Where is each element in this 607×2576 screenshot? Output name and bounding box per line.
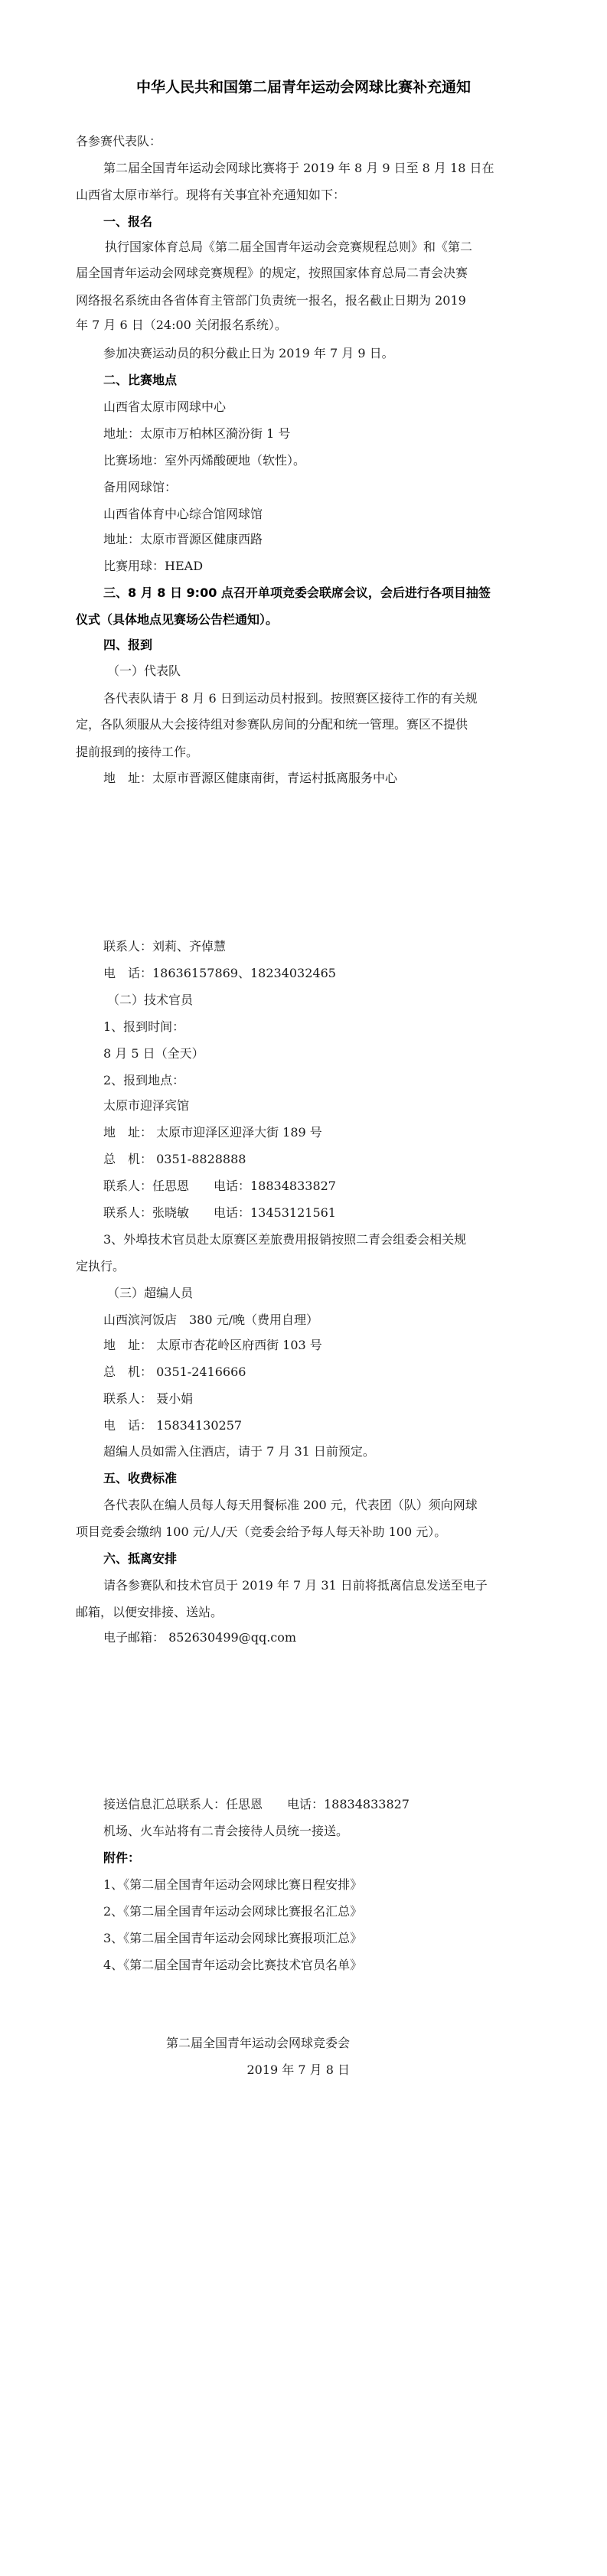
venue-line: 地址：太原市晋源区健康西路 [103,532,263,546]
summary-contact: 接送信息汇总联系人：任思恩 电话：18834833827 [103,1797,410,1811]
venue-line: 备用网球馆： [103,480,178,494]
venue-line: 山西省太原市网球中心 [103,399,227,414]
pickup-note: 机场、火车站将有二青会接待人员统一接送。 [103,1824,349,1838]
extra-switchboard: 总 机： 0351-2416666 [103,1365,246,1379]
attachment-item: 4、《第二届全国青年运动会比赛技术官员名单》 [103,1958,363,1972]
points-deadline: 参加决赛运动员的积分截止日为 2019 年 7 月 9 日。 [103,346,394,360]
arrival-email: 电子邮箱： 852630499@qq.com [103,1630,297,1645]
teams-para-1: 各代表队请于 8 月 6 日到运动员村报到。按照赛区接待工作的有关规 [103,691,478,706]
registration-para-1: 执行国家体育总局《第二届全国青年运动会竞赛规程总则》和《第二 [105,240,473,254]
arrival-para-2: 邮箱，以便安排接、送站。 [76,1605,224,1619]
extra-address: 地 址： 太原市杏花岭区府西街 103 号 [103,1338,322,1352]
intro-line-2: 山西省太原市举行。现将有关事宜补充通知如下： [76,187,346,202]
fees-para-2: 项目竞委会缴纳 100 元/人/天（竞委会给予每人每天补助 100 元）。 [76,1524,447,1539]
signature-org: 第二届全国青年运动会网球竞委会 [165,2036,350,2050]
venue-line: 比赛场地：室外丙烯酸硬地（软性）。 [103,453,306,468]
subheading-officials: （二）技术官员 [107,993,194,1007]
section-heading-registration: 一、报名 [103,214,153,229]
document-title: 中华人民共和国第二届青年运动会网球比赛补充通知 [135,79,471,96]
officials-address: 地 址： 太原市迎泽区迎泽大街 189 号 [103,1125,322,1140]
teams-para-2: 定，各队须服从大会接待组对参赛队房间的分配和统一管理。赛区不提供 [76,717,468,732]
teams-contacts: 联系人：刘莉、齐倬慧 [103,939,227,954]
venue-line: 地址：太原市万柏林区漪汾街 1 号 [103,426,291,441]
attachment-item: 3、《第二届全国青年运动会网球比赛报项汇总》 [103,1931,363,1945]
registration-para-4: 年 7 月 6 日（24:00 关闭报名系统）。 [76,318,287,332]
venue-line: 山西省体育中心综合馆网球馆 [103,507,263,521]
officials-place-label: 2、报到地点： [103,1073,185,1087]
subheading-extra-staff: （三）超编人员 [107,1286,194,1300]
fees-para-1: 各代表队在编人员每人每天用餐标准 200 元，代表团（队）须向网球 [103,1498,478,1512]
registration-para-3: 网络报名系统由各省体育主管部门负责统一报名，报名截止日期为 2019 [76,293,466,308]
attachment-item: 1、《第二届全国青年运动会网球比赛日程安排》 [103,1877,363,1892]
extra-contact: 联系人： 聂小娟 [103,1391,194,1406]
section-heading-meeting: 三、8 月 8 日 9:00 点召开单项竞委会联席会议，会后进行各项目抽签 [103,585,491,600]
venue-line: 比赛用球：HEAD [103,559,204,573]
section-heading-checkin: 四、报到 [103,637,153,652]
signature-date: 2019 年 7 月 8 日 [246,2062,350,2077]
extra-phone: 电 话： 15834130257 [103,1418,243,1433]
teams-address: 地 址：太原市晋源区健康南街，青运村抵离服务中心 [103,771,398,785]
arrival-para-1: 请各参赛队和技术官员于 2019 年 7 月 31 日前将抵离信息发送至电子 [103,1578,488,1593]
meeting-line-2: 仪式（具体地点见赛场公告栏通知）。 [76,612,279,627]
officials-time-label: 1、报到时间： [103,1019,185,1034]
attachment-item: 2、《第二届全国青年运动会网球比赛报名汇总》 [103,1904,363,1919]
officials-travel-1: 3、外埠技术官员赴太原赛区差旅费用报销按照二青会组委会相关规 [103,1232,467,1247]
teams-para-3: 提前报到的接待工作。 [76,745,199,759]
officials-contact-2: 联系人：张晓敏 电话：13453121561 [103,1205,336,1220]
section-heading-venue: 二、比赛地点 [103,373,178,387]
registration-para-2: 届全国青年运动会网球竞赛规程》的规定，按照国家体育总局二青会决赛 [76,266,468,280]
salutation: 各参赛代表队： [76,134,162,148]
intro-line-1: 第二届全国青年运动会网球比赛将于 2019 年 8 月 9 日至 8 月 18 日在 [103,161,494,175]
officials-travel-2: 定执行。 [76,1259,126,1273]
subheading-teams: （一）代表队 [107,664,181,678]
section-heading-arrival: 六、抵离安排 [103,1551,178,1566]
section-heading-fees: 五、收费标准 [103,1471,178,1485]
officials-switchboard: 总 机： 0351-8828888 [103,1152,246,1166]
officials-contact-1: 联系人：任思恩 电话：18834833827 [103,1179,336,1193]
officials-time-value: 8 月 5 日（全天） [103,1046,204,1061]
officials-hotel: 太原市迎泽宾馆 [103,1098,190,1113]
extra-hotel: 山西滨河饭店 380 元/晚（费用自理） [103,1312,319,1327]
extra-note: 超编人员如需入住酒店，请于 7 月 31 日前预定。 [103,1444,375,1459]
attachments-heading: 附件： [103,1850,141,1865]
teams-phone: 电 话：18636157869、18234032465 [103,966,336,980]
